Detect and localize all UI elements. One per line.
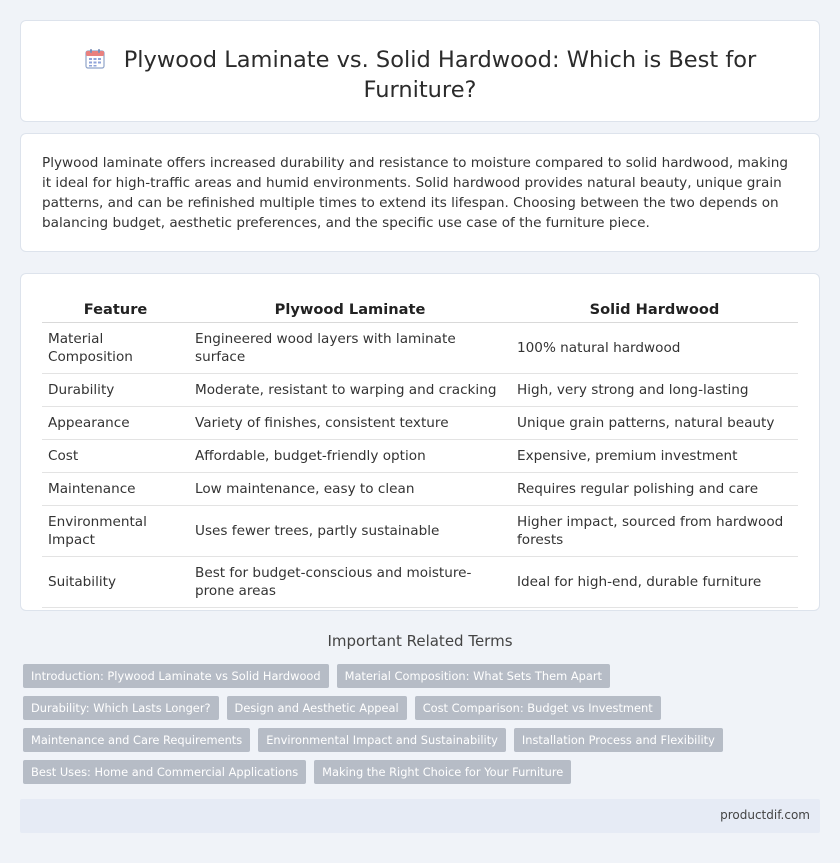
- table-row: [42, 556, 798, 607]
- hardwood-cell: 100% natural hardwood: [511, 322, 798, 373]
- plywood-cell: Engineered wood layers with laminate surface: [189, 322, 511, 373]
- table-row: [42, 322, 798, 373]
- title-card: [20, 20, 820, 122]
- table-row: [42, 406, 798, 439]
- intro-paragraph: Plywood laminate offers increased durability and resistance to moisture compared to solid hardwood, making it ideal for high-traffic areas and humid environments. Solid hardwood provides natural beauty, unique grain patterns, and can be refinished multiple times to extend its lifespan. Choosing between the two depends on balancing budget, aesthetic preferences, and the specific use case of the furniture piece.: [42, 155, 789, 231]
- footer-site-link[interactable]: productdif.com: [720, 808, 810, 822]
- plywood-cell: Variety of finishes, consistent texture: [189, 406, 511, 439]
- feature-cell: Material Composition: [42, 322, 189, 373]
- related-term-tag[interactable]: Environmental Impact and Sustainability: [258, 728, 506, 752]
- hardwood-cell: Unique grain patterns, natural beauty: [511, 406, 798, 439]
- table-row: [42, 439, 798, 472]
- feature-cell: Durability: [42, 373, 189, 406]
- related-term-tag[interactable]: Introduction: Plywood Laminate vs Solid Hardwood: [23, 664, 329, 688]
- table-row: [42, 472, 798, 505]
- plywood-cell: Low maintenance, easy to clean: [189, 472, 511, 505]
- hardwood-cell: Ideal for high-end, durable furniture: [511, 556, 798, 607]
- intro-card: [20, 133, 820, 252]
- table-row: [42, 373, 798, 406]
- related-term-tag[interactable]: Installation Process and Flexibility: [514, 728, 723, 752]
- related-term-tag[interactable]: Maintenance and Care Requirements: [23, 728, 250, 752]
- footer: [20, 799, 820, 833]
- plywood-cell: Moderate, resistant to warping and cracking: [189, 373, 511, 406]
- feature-cell: Appearance: [42, 406, 189, 439]
- table-row: [42, 505, 798, 556]
- header-solid-hardwood: Solid Hardwood: [511, 295, 798, 322]
- related-term-tag[interactable]: Design and Aesthetic Appeal: [227, 696, 407, 720]
- hardwood-cell: Higher impact, sourced from hardwood forests: [511, 505, 798, 556]
- page-title: Plywood Laminate vs. Solid Hardwood: Which is Best for Furniture?: [123, 47, 757, 103]
- plywood-cell: Affordable, budget-friendly option: [189, 439, 511, 472]
- header-feature: Feature: [42, 295, 189, 322]
- related-terms-title: Important Related Terms: [327, 632, 513, 650]
- feature-cell: Environmental Impact: [42, 505, 189, 556]
- comparison-table: [42, 295, 798, 608]
- feature-cell: Suitability: [42, 556, 189, 607]
- hardwood-cell: High, very strong and long-lasting: [511, 373, 798, 406]
- plywood-cell: Best for budget-conscious and moisture-prone areas: [189, 556, 511, 607]
- feature-cell: Cost: [42, 439, 189, 472]
- table-header-row: [42, 295, 798, 322]
- related-terms-list: [23, 664, 813, 792]
- related-term-tag[interactable]: Cost Comparison: Budget vs Investment: [415, 696, 661, 720]
- related-term-tag[interactable]: Durability: Which Lasts Longer?: [23, 696, 219, 720]
- feature-cell: Maintenance: [42, 472, 189, 505]
- calendar-icon: [84, 48, 106, 70]
- header-plywood-laminate: Plywood Laminate: [189, 295, 511, 322]
- hardwood-cell: Expensive, premium investment: [511, 439, 798, 472]
- related-term-tag[interactable]: Making the Right Choice for Your Furniture: [314, 760, 571, 784]
- related-term-tag[interactable]: Best Uses: Home and Commercial Applications: [23, 760, 306, 784]
- page-title-row: [21, 45, 819, 105]
- hardwood-cell: Requires regular polishing and care: [511, 472, 798, 505]
- related-term-tag[interactable]: Material Composition: What Sets Them Apart: [337, 664, 610, 688]
- plywood-cell: Uses fewer trees, partly sustainable: [189, 505, 511, 556]
- comparison-card: [20, 273, 820, 611]
